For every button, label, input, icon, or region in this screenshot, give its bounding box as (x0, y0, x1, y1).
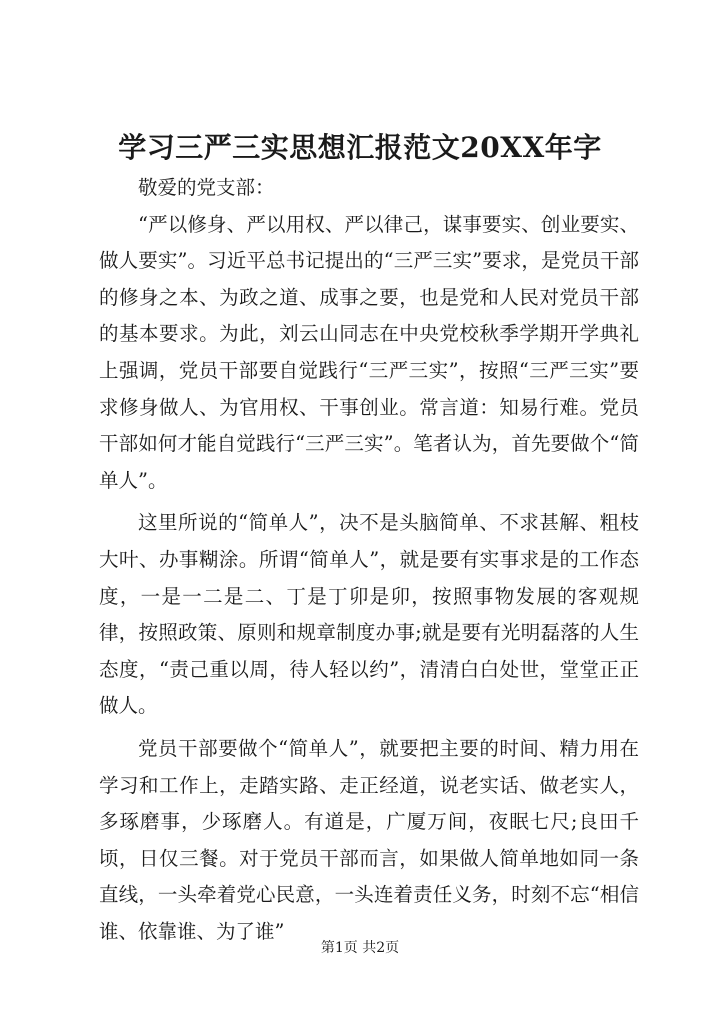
document-title: 学习三严三实思想汇报范文20XX年字 (118, 131, 602, 164)
salutation: 敬爱的党支部： (138, 176, 275, 199)
paragraph-3: 党员干部要做个“简单人”，就要把主要的时间、精力用在学习和工作上，走踏实路、走正经道，说老实话、做老实人，多琢磨事，少琢磨人。有道是，广厦万间，夜眠七尺;良田千顷，日仅三餐。对于党员干部而言，如果做人简单地如同一条直线，一头牵着党心民意，一头连着责任义务，时刻不忘“相信谁、依靠谁、为了谁” (99, 736, 639, 943)
document-body (99, 170, 639, 950)
paragraph-2: 这里所说的“简单人”，决不是头脑简单、不求甚解、粗枝大叶、办事糊涂。所谓“简单人”，就是要有实事求是的工作态度，一是一二是二、丁是丁卯是卯，按照事物发展的客观规律，按照政策、原则和规章制度办事;就是要有光明磊落的人生态度，“责己重以周，待人轻以约”，清清白白处世，堂堂正正做人。 (99, 511, 639, 718)
page-footer: 第1页 共2页 (320, 940, 400, 956)
paragraph-1: “严以修身、严以用权、严以律己，谋事要实、创业要实、做人要实”。习近平总书记提出的“三严三实”要求，是党员干部的修身之本、为政之道、成事之要，也是党和人民对党员干部的基本要求。为此，刘云山同志在中央党校秋季学期开学典礼上强调，党员干部要自觉践行“三严三实”，按照“三严三实”要求修身做人、为官用权、干事创业。常言道：知易行难。党员干部如何才能自觉践行“三严三实”。笔者认为，首先要做个“简单人”。 (99, 212, 639, 492)
